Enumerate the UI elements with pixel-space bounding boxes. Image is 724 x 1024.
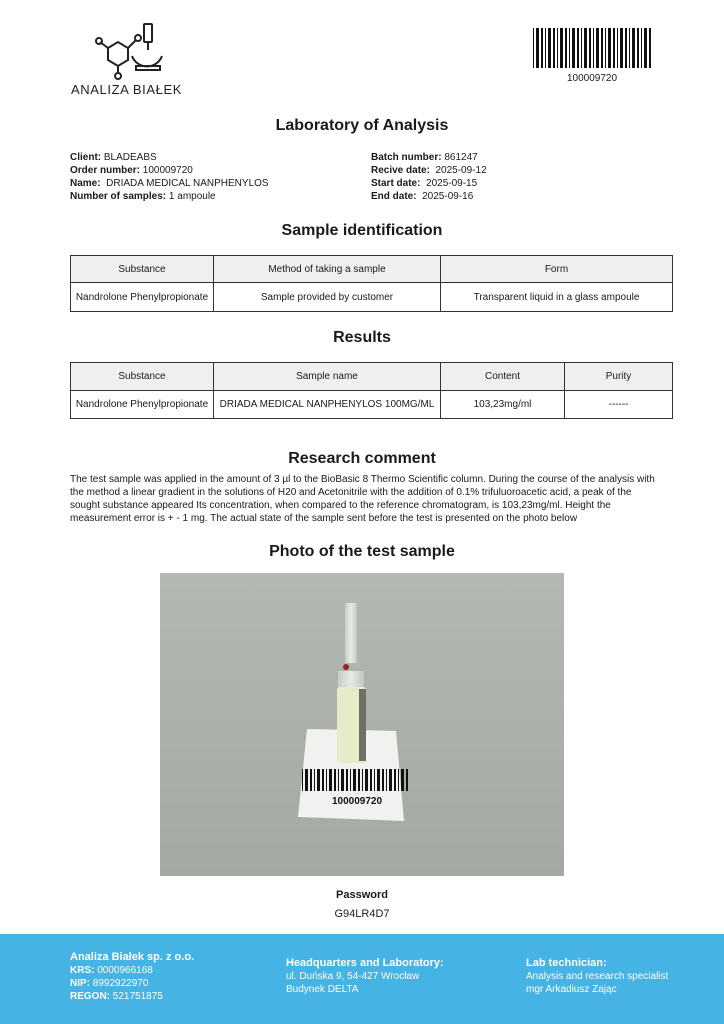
password-label: Password: [336, 889, 388, 901]
sample-identification-table: [70, 255, 673, 312]
barcode-bar: [605, 28, 606, 68]
footer-hq-col: [286, 957, 444, 996]
barcode-bar: [353, 769, 356, 791]
hq-line1: ul. Duńska 9, 54-427 Wrocław: [286, 971, 420, 982]
start-value: 2025-09-15: [426, 178, 478, 189]
company-name: Analiza Białek sp. z o.o.: [70, 951, 195, 963]
barcode-bar: [584, 28, 587, 68]
order-label: Order number:: [70, 165, 141, 176]
batch-label: Batch number:: [371, 152, 442, 163]
table-cell: 103,23mg/ml: [441, 391, 565, 419]
header-cell: Substance: [71, 256, 214, 283]
logo-text: ANALIZA BIAŁEK: [71, 82, 183, 97]
barcode-bar: [362, 769, 363, 791]
client-value: BLADEABS: [103, 152, 157, 163]
sample-identification-heading: Sample identification: [281, 222, 443, 239]
barcode-bar: [350, 769, 351, 791]
barcode-bar: [569, 28, 570, 68]
barcode-bar: [565, 28, 567, 68]
receive-value: 2025-09-12: [435, 165, 487, 176]
barcode-bar: [596, 28, 599, 68]
header-cell: Purity: [565, 363, 673, 391]
receive-label: Recive date:: [371, 165, 430, 176]
barcode-bar: [641, 28, 642, 68]
header-cell: Method of taking a sample: [214, 256, 441, 283]
sample-photo: [160, 573, 564, 876]
table-cell: ------: [565, 391, 673, 419]
barcode-bar: [629, 28, 630, 68]
results-heading: Results: [333, 329, 391, 346]
krs-value: 0000966168: [97, 965, 153, 976]
barcode-bar: [541, 28, 543, 68]
barcode-bar: [553, 28, 555, 68]
barcode-bar: [338, 769, 339, 791]
header-cell: Form: [441, 256, 673, 283]
barcode-bar: [572, 28, 575, 68]
table-header-row: [71, 363, 673, 391]
barcode-number: 100009720: [566, 73, 618, 84]
page-title: Laboratory of Analysis: [275, 117, 449, 134]
barcode-bar: [322, 769, 324, 791]
research-comment-heading: Research comment: [288, 450, 436, 467]
batch-value: 861247: [444, 152, 478, 163]
table-row: [71, 391, 673, 419]
barcode-bar: [620, 28, 623, 68]
samples-value: 1 ampoule: [168, 191, 216, 202]
tech-line1: Analysis and research specialist: [526, 971, 669, 982]
research-comment-text: The test sample was applied in the amount of 3 µl to the BioBasic 8 Thermo Scientific column. During the course of the analysis with the method a linear gradient in the solutions of H20 and Acetonitrile with the addition of 0.1% trifuluoroacetic acid, a peak of the sought substance appeared Its concentration, when compared to the reference chromatogram, is 103,23mg/ml. Height the measurement error is + - 1 mg. The actual state of the sample sent before the test is presented on the photo below: [70, 474, 655, 524]
barcode-bar: [386, 769, 387, 791]
barcode-bar: [341, 769, 344, 791]
barcode-bar: [589, 28, 591, 68]
table-row: [71, 283, 673, 312]
header-cell: Sample name: [214, 363, 441, 391]
barcode-bar: [314, 769, 315, 791]
barcode-bar: [613, 28, 615, 68]
nip-label: NIP:: [70, 978, 90, 989]
barcode-bar: [326, 769, 327, 791]
barcode-bar: [329, 769, 332, 791]
barcode-bar: [632, 28, 635, 68]
client-label: Client:: [70, 152, 102, 163]
barcode-bar: [374, 769, 375, 791]
barcode-bar: [637, 28, 639, 68]
table-header-row: [71, 256, 673, 283]
photo-label-number: 100009720: [331, 796, 383, 807]
barcode-bar: [625, 28, 627, 68]
tech-line2: mgr Arkadiusz Zając: [526, 984, 617, 995]
barcode-bar: [608, 28, 611, 68]
barcode-bar: [346, 769, 348, 791]
barcode-bar: [398, 769, 399, 791]
krs-label: KRS:: [70, 965, 95, 976]
barcode-bar: [334, 769, 336, 791]
barcode-bar: [577, 28, 579, 68]
barcode-bar: [533, 28, 534, 68]
barcode-bar: [382, 769, 384, 791]
header-cell: Substance: [71, 363, 214, 391]
regon-label: REGON:: [70, 991, 110, 1002]
samples-label: Number of samples:: [70, 191, 167, 202]
table-cell: Transparent liquid in a glass ampoule: [441, 283, 673, 312]
table-cell: DRIADA MEDICAL NANPHENYLOS 100MG/ML: [214, 391, 441, 419]
barcode-bar: [302, 769, 303, 791]
barcode-bar: [365, 769, 368, 791]
footer: [0, 934, 724, 1024]
name-label: Name:: [70, 178, 101, 189]
barcode-bar: [310, 769, 312, 791]
table-cell: Sample provided by customer: [214, 283, 441, 312]
barcode-bar: [557, 28, 558, 68]
barcode-bar: [560, 28, 563, 68]
barcode-bar: [601, 28, 603, 68]
regon-value: 521751875: [112, 991, 163, 1002]
order-value: 100009720: [142, 165, 193, 176]
barcode-bar: [370, 769, 372, 791]
table-cell: Nandrolone Phenylpropionate: [71, 391, 214, 419]
barcode-bar: [377, 769, 380, 791]
barcode-bar: [593, 28, 594, 68]
barcode-bar: [548, 28, 551, 68]
photo-heading: Photo of the test sample: [269, 543, 455, 560]
barcode-bar: [394, 769, 396, 791]
end-value: 2025-09-16: [422, 191, 474, 202]
hq-line2: Budynek DELTA: [286, 984, 359, 995]
info-right: [371, 151, 487, 203]
barcode-bar: [406, 769, 408, 791]
name-value: DRIADA MEDICAL NANPHENYLOS: [106, 178, 269, 189]
barcode-bar: [401, 769, 404, 791]
barcode-bar: [317, 769, 320, 791]
footer-company-col: [70, 951, 194, 1003]
hq-title: Headquarters and Laboratory:: [286, 957, 444, 969]
info-left: [70, 151, 269, 203]
header-cell: Content: [441, 363, 565, 391]
password-value: G94LR4D7: [334, 908, 390, 920]
end-label: End date:: [371, 191, 417, 202]
footer-tech-col: [526, 957, 668, 996]
barcode-bar: [545, 28, 546, 68]
barcode-icon: [533, 28, 651, 68]
barcode-bar: [389, 769, 392, 791]
barcode-bar: [649, 28, 651, 68]
barcode-bar: [617, 28, 618, 68]
results-table: [70, 362, 673, 419]
tech-title: Lab technician:: [526, 957, 607, 969]
barcode-bar: [536, 28, 539, 68]
barcode-bar: [644, 28, 647, 68]
table-cell: Nandrolone Phenylpropionate: [71, 283, 214, 312]
barcode-bar: [358, 769, 360, 791]
nip-value: 8992922970: [92, 978, 149, 989]
start-label: Start date:: [371, 178, 421, 189]
barcode-bar: [305, 769, 308, 791]
barcode-bar: [581, 28, 582, 68]
